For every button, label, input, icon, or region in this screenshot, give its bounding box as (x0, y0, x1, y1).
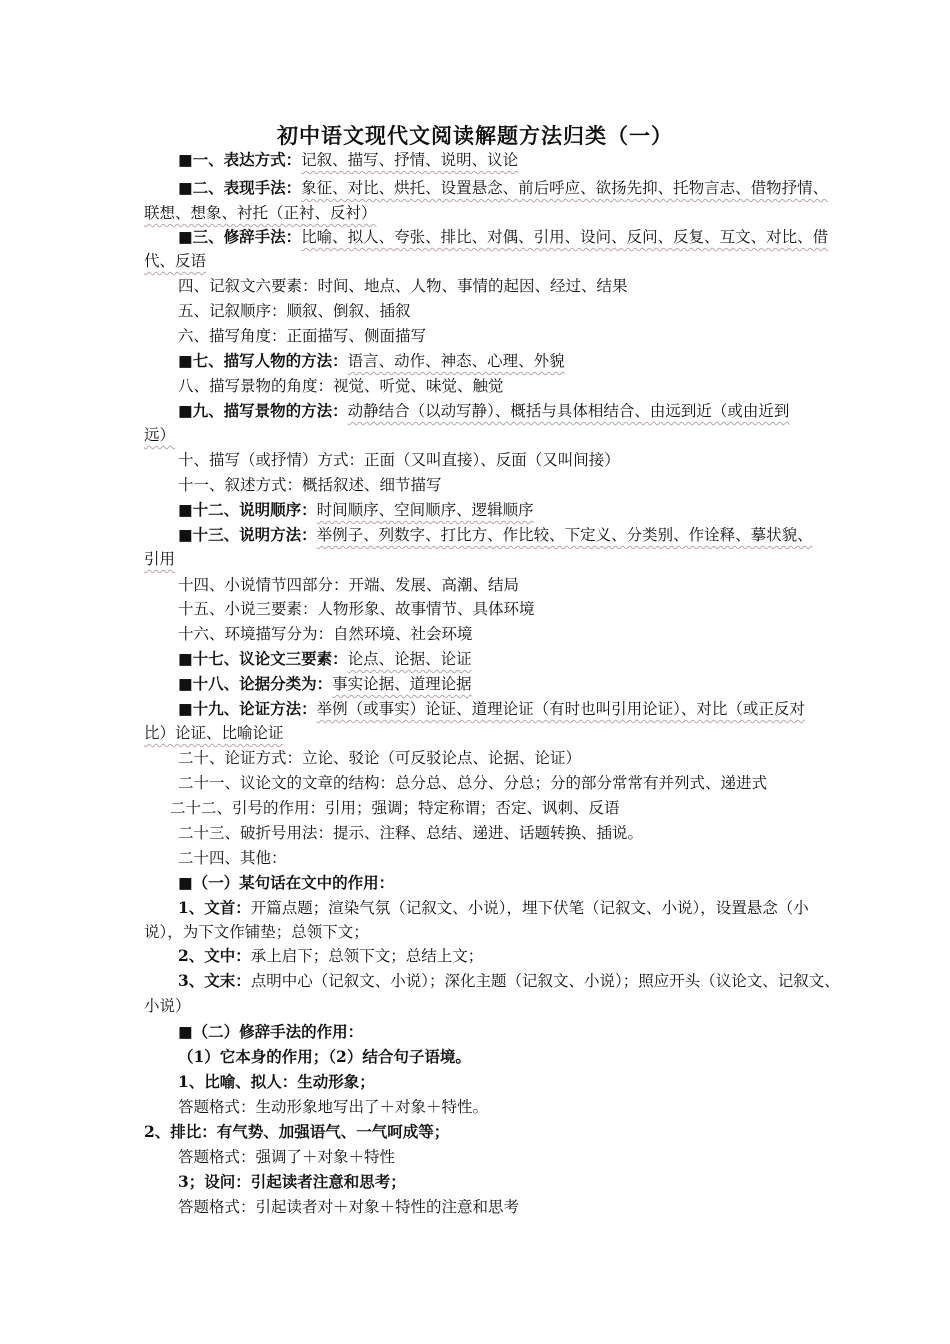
item-8: 八、描写景物的角度：视觉、听觉、味觉、触觉 (178, 377, 504, 395)
item-content: 时间顺序、空间顺序、逻辑顺序 (316, 501, 534, 519)
para-content: 开篇点题；渲染气氛（记叙文、小说），埋下伏笔（记叙文、小说），设置悬念（小 (250, 899, 809, 917)
rhetoric-2-answer: 答题格式：强调了＋对象＋特性 (178, 1148, 396, 1166)
section-1-para-1-cont: 说），为下文作铺垫；总领下文； (144, 923, 369, 941)
item-content: 语言、动作、神态、心理、外貌 (347, 352, 565, 370)
item-19-cont (144, 723, 284, 743)
item-content: 举例（或事实）论证、道理论证（有时也叫引用论证）、对比（或正反对 (316, 700, 805, 718)
item-5: 五、记叙顺序：顺叙、倒叙、插叙 (178, 302, 411, 320)
para-label: 2、文中： (178, 946, 251, 965)
item-16: 十六、环境描写分为：自然环境、社会环境 (178, 625, 473, 643)
item-label: ■十九、论证方法： (178, 699, 317, 718)
para-content: 承上启下；总领下文；总结上文； (250, 947, 484, 965)
section-1-para-2 (178, 946, 483, 966)
item-label: ■十三、说明方法： (178, 525, 317, 544)
item-label: ■一、表达方式： (178, 150, 302, 169)
item-content: 论点、论据、论证 (347, 650, 472, 668)
section-2-line-1: （1）它本身的作用；（2）结合句子语境。 (178, 1047, 471, 1066)
item-24: 二十四、其他： (178, 849, 287, 867)
item-20: 二十、论证方式：立论、驳论（可反驳论点、论据、论证） (178, 749, 582, 767)
item-1 (178, 150, 518, 170)
rhetoric-1-answer: 答题格式：生动形象地写出了＋对象＋特性。 (178, 1098, 489, 1116)
para-label: 1、文首： (178, 898, 251, 917)
item-23: 二十三、破折号用法：提示、注释、总结、递进、话题转换、插说。 (178, 824, 644, 842)
item-11: 十一、叙述方式：概括叙述、细节描写 (178, 476, 442, 494)
item-content-cont: 引用 (144, 550, 176, 568)
item-3 (178, 227, 828, 247)
item-2 (178, 178, 828, 198)
item-7 (178, 351, 565, 371)
item-label: ■十八、论据分类为： (178, 674, 333, 693)
item-17 (178, 649, 472, 669)
rhetoric-3-answer: 答题格式：引起读者对＋对象＋特性的注意和思考 (178, 1198, 520, 1216)
page-title: 初中语文现代文阅读解题方法归类（一） (277, 123, 673, 148)
item-content-cont: 代、反语 (144, 252, 207, 270)
item-label: ■十二、说明顺序： (178, 500, 317, 519)
item-label: ■九、描写景物的方法： (178, 401, 348, 420)
item-9 (178, 401, 789, 421)
item-content: 比喻、拟人、夸张、排比、对偶、引用、设问、反问、反复、互文、对比、借 (301, 228, 829, 246)
item-2-cont (144, 203, 377, 223)
item-3-cont (144, 251, 206, 271)
item-4: 四、记叙文六要素：时间、地点、人物、事情的起因、经过、结果 (178, 277, 628, 295)
section-1-heading: ■（一）某句话在文中的作用： (178, 873, 395, 892)
item-22: 二十二、引号的作用：引用；强调；特定称谓；否定、讽刺、反语 (170, 799, 620, 817)
item-label: ■二、表现手法： (178, 178, 302, 197)
item-13 (178, 525, 813, 545)
item-label: ■七、描写人物的方法： (178, 351, 348, 370)
item-label: ■三、修辞手法： (178, 227, 302, 246)
item-9-cont (144, 425, 175, 445)
para-content: 点明中心（记叙文、小说）；深化主题（记叙文、小说）；照应开头（议论文、记叙文、 (250, 972, 840, 990)
item-19 (178, 699, 805, 719)
item-21: 二十一、议论文的文章的结构：总分总、总分、分总；分的部分常常有并列式、递进式 (178, 774, 768, 792)
section-1-para-3 (178, 971, 840, 991)
item-15: 十五、小说三要素：人物形象、故事情节、具体环境 (178, 600, 535, 618)
rhetoric-2-title: 2、排比：有气势、加强语气、一气呵成等； (144, 1122, 450, 1141)
section-1-para-1 (178, 898, 809, 918)
item-content: 事实论据、道理论据 (332, 675, 472, 693)
para-label: 3、文末： (178, 971, 251, 990)
item-content-cont: 远） (144, 426, 176, 444)
item-content: 记叙、描写、抒情、说明、议论 (301, 151, 519, 169)
rhetoric-3-title: 3；设问：引起读者注意和思考； (178, 1172, 406, 1191)
section-2-heading: ■（二）修辞手法的作用： (178, 1022, 364, 1041)
item-18 (178, 674, 472, 694)
item-content-cont: 联想、想象、衬托（正衬、反衬） (144, 204, 377, 222)
section-1-para-3-cont: 小说） (144, 997, 191, 1015)
item-content: 动静结合（以动写静）、概括与具体相结合、由远到近（或由近到 (347, 402, 790, 420)
item-6: 六、描写角度：正面描写、侧面描写 (178, 327, 427, 345)
item-10: 十、描写（或抒情）方式：正面（又叫直接）、反面（又叫间接） (178, 451, 620, 469)
item-14: 十四、小说情节四部分：开端、发展、高潮、结局 (178, 576, 520, 594)
rhetoric-1-title: 1、比喻、拟人：生动形象； (178, 1072, 375, 1091)
item-12 (178, 500, 534, 520)
item-content: 举例子、列数字、打比方、作比较、下定义、分类别、作诠释、摹状貌、 (316, 526, 813, 544)
item-content: 象征、对比、烘托、设置悬念、前后呼应、欲扬先抑、托物言志、借物抒情、 (301, 179, 829, 197)
item-label: ■十七、议论文三要素： (178, 649, 348, 668)
item-content-cont: 比）论证、比喻论证 (144, 724, 284, 742)
item-13-cont (144, 549, 175, 569)
